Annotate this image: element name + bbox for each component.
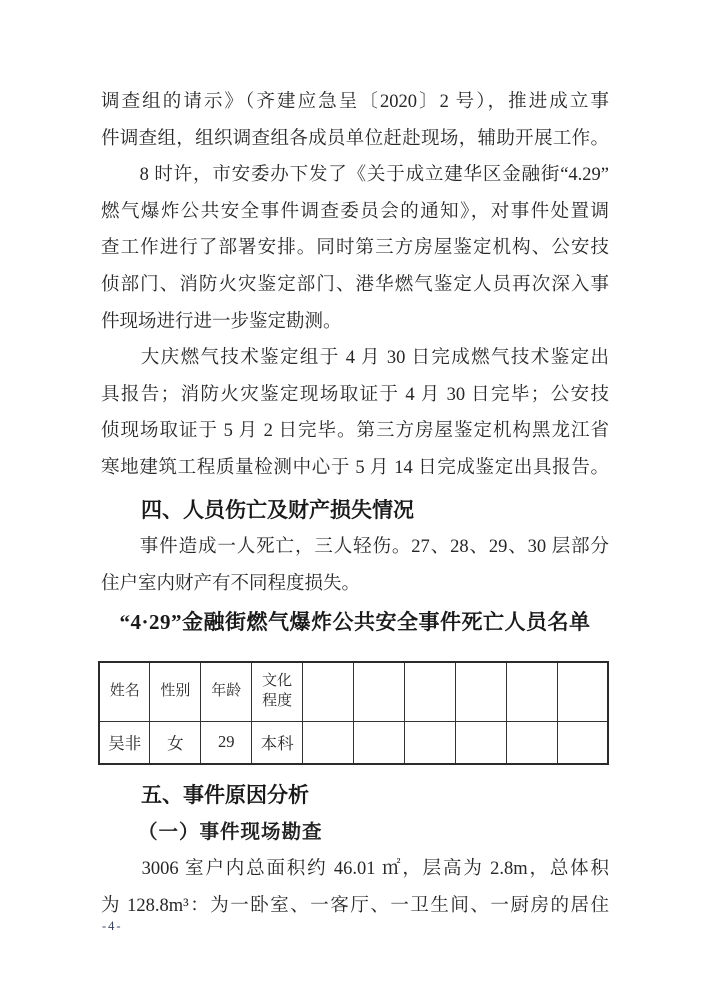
table-header-cell: 文化程度 [252,662,303,722]
table-cell [303,721,354,764]
paragraph-investigation-group [101,84,609,157]
text-line: 事件造成一人死亡，三人轻伤。27、28、29、30 层部分 [101,537,609,558]
table-cell [353,721,404,764]
casualty-table [98,661,609,765]
text-line: 8 时许，市安委办下发了《关于成立建华区金融街“4.29” [101,165,609,186]
table-cell: 吴非 [99,721,150,764]
table-cell [455,721,506,764]
table-header-cell [353,662,404,722]
page-number: -4- [102,919,123,933]
document-content [101,0,609,924]
table-header-cell: 性别 [150,662,201,722]
text-line: 件调查组，组织调查组各成员单位赶赴现场，辅助开展工作。 [101,128,609,149]
table-header-cell [404,662,455,722]
section-heading-casualties: 四、人员伤亡及财产损失情况 [141,498,414,522]
paragraph-appraisal-reports [101,340,609,486]
table-cell: 女 [150,721,201,764]
table-cell [506,721,557,764]
table-header-cell [557,662,608,722]
text-line: 查工作进行了部署安排。同时第三方房屋鉴定机构、公安技 [101,238,609,259]
text-line: 3006 室户内总面积约 46.01 ㎡，层高为 2.8m，总体积 [101,859,609,880]
table-row [99,721,608,764]
table-header-cell [455,662,506,722]
text-line: 件现场进行进一步鉴定勘测。 [101,311,342,332]
table-header-cell: 年龄 [201,662,252,722]
text-line: 具报告；消防火灾鉴定现场取证于 4 月 30 日完毕；公安技 [101,384,609,405]
table-cell: 本科 [252,721,303,764]
table-header-cell [506,662,557,722]
text-line: 侦现场取证于 5 月 2 日完毕。第三方房屋鉴定机构黑龙江省 [101,421,609,442]
table-header-cell: 姓名 [99,662,150,722]
text-line: 燃气爆炸公共安全事件调查委员会的通知》，对事件处置调 [101,201,609,222]
text-line: 为 128.8m³：为一卧室、一客厅、一卫生间、一厨房的居住 [101,895,609,916]
text-line: 调查组的请示》（齐建应急呈〔2020〕2 号），推进成立事 [101,92,609,112]
paragraph-committee-notice [101,157,609,340]
casualty-table-title: “4·29”金融街燃气爆炸公共安全事件死亡人员名单 [119,610,591,635]
paragraph-apartment-description [101,851,609,924]
table-cell [557,721,608,764]
text-line: 大庆燃气技术鉴定组于 4 月 30 日完成燃气技术鉴定出 [101,348,609,369]
text-line: 侦部门、消防火灾鉴定部门、港华燃气鉴定人员再次深入事 [101,274,609,295]
paragraph-casualty-summary [101,529,609,602]
table-cell [404,721,455,764]
table-header-cell [303,662,354,722]
text-line: 住户室内财产有不同程度损失。 [101,573,361,594]
table-cell: 29 [201,721,252,764]
text-line: 寒地建筑工程质量检测中心于 5 月 14 日完成鉴定出具报告。 [101,457,609,478]
section-heading-cause-analysis: 五、事件原因分析 [141,783,309,807]
subsection-heading-site-survey: （一）事件现场勘查 [138,821,323,843]
table-header-row [99,662,608,722]
